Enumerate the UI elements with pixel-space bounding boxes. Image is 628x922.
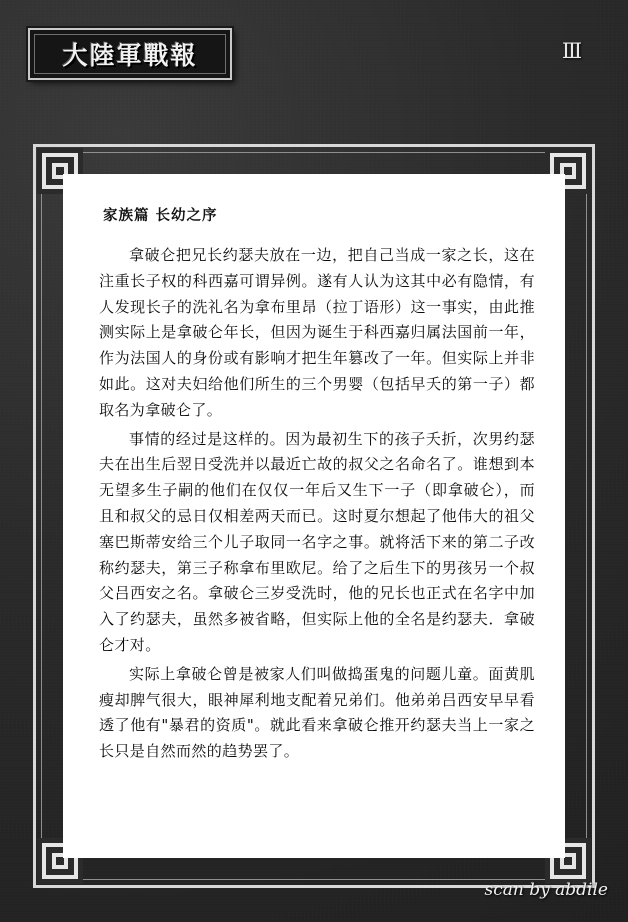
article-sheet	[63, 174, 565, 858]
article	[99, 204, 535, 838]
article-paragraph: 事情的经过是这样的。因为最初生下的孩子夭折，次男约瑟夫在出生后翌日受洗并以最近亡故的叔父之名命名了。谁想到本无望多生子嗣的他们在仅仅一年后又生下一子（即拿破仑），而且和叔父的忌日仅相差两天而已。这时夏尔想起了他伟大的祖父塞巴斯蒂安给三个儿子取同一名字之事。就将活下来的第二子改称约瑟夫，第三子称拿布里欧尼。给了之后生下的男孩另一个叔父吕西安之名。拿破仑三岁受洗时，他的兄长也正式在名字中加入了约瑟夫，虽然多被省略，但实际上他的全名是约瑟夫．拿破仑才对。	[99, 429, 535, 654]
article-paragraph: 拿破仑把兄长约瑟夫放在一边，把自己当成一家之长，这在注重长子权的科西嘉可谓异例。遂有人认为这其中必有隐情，有人发现长子的洗礼名为拿布里昂（拉丁语形）这一事实，由此推测实际上是拿破仑年长，但因为诞生于科西嘉归属法国前一年，作为法国人的身份或有影响才把生年篡改了一年。但实际上并非如此。这对夫妇给他们所生的三个男婴（包括早夭的第一子）都取名为拿破仑了。	[99, 246, 535, 419]
article-paragraph: 实际上拿破仑曾是被家人们叫做捣蛋鬼的问题儿童。面黄肌瘦却脾气很大，眼神犀利地支配着兄弟们。他弟弟吕西安早早看透了他有"暴君的资质"。就此看来拿破仑推开约瑟夫当上一家之长只是自然而然的趋势罢了。	[99, 664, 535, 761]
article-body	[99, 243, 535, 765]
masthead-banner	[28, 28, 232, 80]
article-heading: 家族篇 长幼之序	[103, 208, 218, 224]
masthead-title: 大陸軍戰報	[62, 41, 198, 70]
ornamental-frame	[33, 144, 595, 888]
page-number-mark	[556, 36, 590, 66]
page-number-value: Ⅲ	[561, 39, 585, 63]
scan-credit: scan by abdile	[484, 880, 608, 900]
